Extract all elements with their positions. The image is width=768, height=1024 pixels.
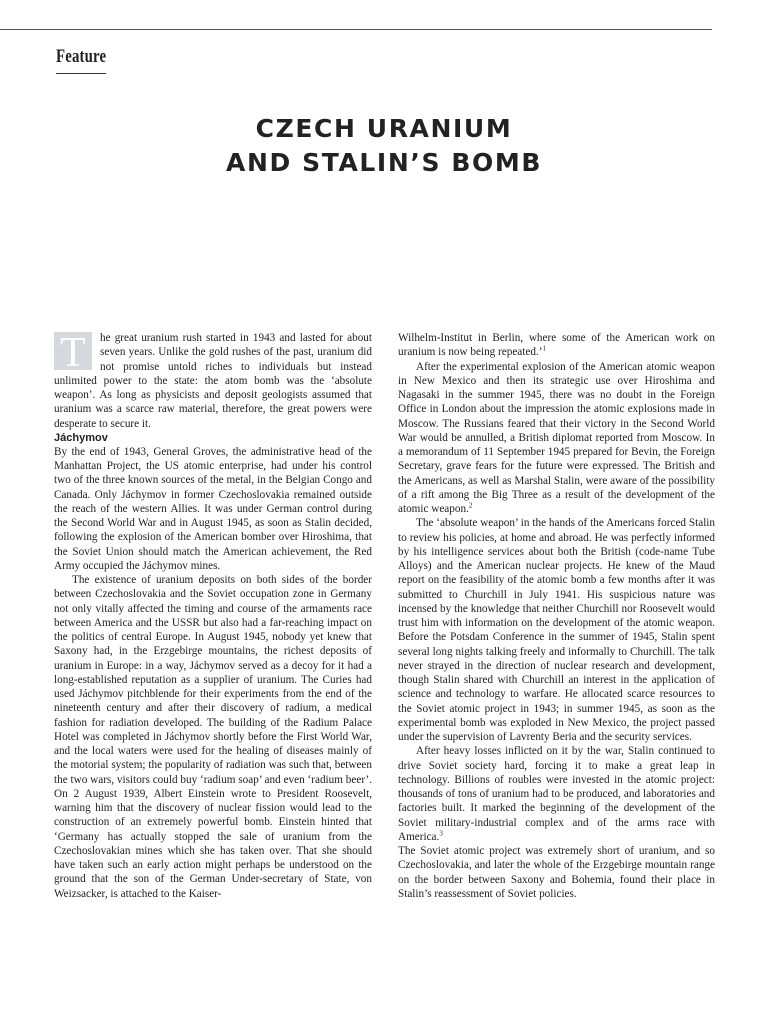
left-column <box>54 331 372 901</box>
right-column <box>398 331 715 901</box>
body-paragraph <box>398 744 715 844</box>
subheading: Jáchymov <box>54 431 108 444</box>
footnote-marker: 2 <box>468 501 473 510</box>
article-title <box>0 112 768 180</box>
section-label: Feature <box>56 46 107 67</box>
drop-cap: T <box>54 332 92 370</box>
body-paragraph <box>398 331 715 360</box>
article-title-line-1: CZECH URANIUM <box>255 114 513 143</box>
intro-paragraph <box>54 331 372 431</box>
body-paragraph: The existence of uranium deposits on both sides of the border between Czechoslovakia and the Soviet occupation zone in Germany not only vitally affected the timing and course of the armaments race between America and the USSR but also had a far-reaching impact on the politics of central Europe. In August 1945, nobody yet knew that Saxony had, in the Erzgebirge mountains, the richest deposits of uranium in Europe: in a way, Jáchymov served as a decoy for it had a long-established reputation as a supplier of uranium. The Curies had used Jáchymov pitchblende for their experiments from the end of the nineteenth century and after their discovery of radium, a medical fashion for radiation developed. The building of the Radium Palace Hotel was completed in Jáchymov shortly before the First World War, and the local waters were used for the healing of diseases mainly of the motorial system; the popularity of radiation was such that, between the two wars, visitors could buy ‘radium soap’ and even ‘radium beer’. On 2 August 1939, Albert Einstein wrote to President Roosevelt, warning him that the discovery of nuclear fission would lead to the construction of an extremely powerful bomb. Einstein hinted that ‘Germany has actually stopped the sale of uranium from the Czechoslovakian mines which she has taken over. That she should have taken such an early action might perhaps be understood on the ground that the son of the German Under-secretary of State, von Weizsacker, is attached to the Kaiser- <box>54 574 372 900</box>
body-paragraph: The ‘absolute weapon’ in the hands of the Americans forced Stalin to review his policies, at home and abroad. He was perfectly informed by his intelligence services about both the British (code-name Tube Alloys) and the American nuclear projects. He knew of the Maud report on the feasibility of the atomic bomb a few months after it was submitted to Churchill in July 1941. His suspicious nature was incensed by the knowledge that neither Churchill nor Roosevelt would trust him with information on the development of the atomic weapon. Before the Potsdam Conference in the summer of 1945, Stalin spent several long nights talking freely and informally to Churchill. The talk never strayed in the direction of nuclear research and development, though Stalin shared with Churchill an interest in the application of science and technology to warfare. He allocated scarce resources to the Soviet atomic project in 1943; in summer 1945, as soon as the experimental bomb was exploded in New Mexico, the project passed under the supervision of Lavrenty Beria and the security services. <box>398 517 715 743</box>
body-paragraph: The Soviet atomic project was extremely short of uranium, and so Czechoslovakia, and later the whole of the Erzgebirge mountain range on the border between Saxony and Bohemia, found their place in Stalin’s reassessment of Soviet policies. <box>398 845 715 900</box>
paragraph-text: After heavy losses inflicted on it by the war, Stalin continued to drive Soviet society hard, forcing it to make a great leap in technology. Billions of roubles were invested in the atomic project: thousands of tons of uranium had to be produced, and laboratories and factories built. It marked the beginning of the development of the Soviet military-industrial complex and of the arms race with America. <box>398 745 715 843</box>
footnote-marker: 3 <box>439 829 443 838</box>
section-underline <box>56 73 106 74</box>
intro-text: he great uranium rush started in 1943 and lasted for about seven years. Unlike the gold rushes of the past, uranium did not promise untold riches to individuals but instead unlimited power to the state: the atom bomb was the ‘absolute weapon’. As long as physicists and deposit geologists assumed that uranium was a scarce raw material, therefore, the great powers were desperate to secure it. <box>54 332 372 430</box>
body-paragraph <box>398 360 715 517</box>
body-paragraph: By the end of 1943, General Groves, the administrative head of the Manhattan Project, the US atomic enterprise, had under his control two of the three known sources of the metal, in the Belgian Congo and Canada. Only Jáchymov in former Czechoslovakia remained outside the reach of the western Allies. It was under German control during the Second World War and in August 1945, as soon as Stalin decided, following the explosion of the American bomber over Hiroshima, that the Soviet Union should match the American achievement, the Red Army occupied the Jáchymov mines. <box>54 445 372 572</box>
top-rule <box>0 29 712 30</box>
article-title-line-2: AND STALIN’S BOMB <box>226 148 542 177</box>
paragraph-text: Wilhelm-Institut in Berlin, where some of the American work on uranium is now being repeated.’ <box>398 332 715 359</box>
paragraph-text: After the experimental explosion of the American atomic weapon in New Mexico and then its strategic use over Hiroshima and Nagasaki in the summer 1945, there was no doubt in the Foreign Office in London about the impression the atomic explosions made in Moscow. The Russians feared that their victory in the Second World War would be annulled, a British diplomat reported from Moscow. In a memorandum of 11 September 1945 prepared for Bevin, the Foreign Secretary, grave fears for the future were expressed. The British and the Americans, as well as Marshal Stalin, were aware of the possibility of a rift among the Big Three as a result of the development of the atomic weapon. <box>398 360 715 515</box>
footnote-marker: 1 <box>542 344 546 353</box>
